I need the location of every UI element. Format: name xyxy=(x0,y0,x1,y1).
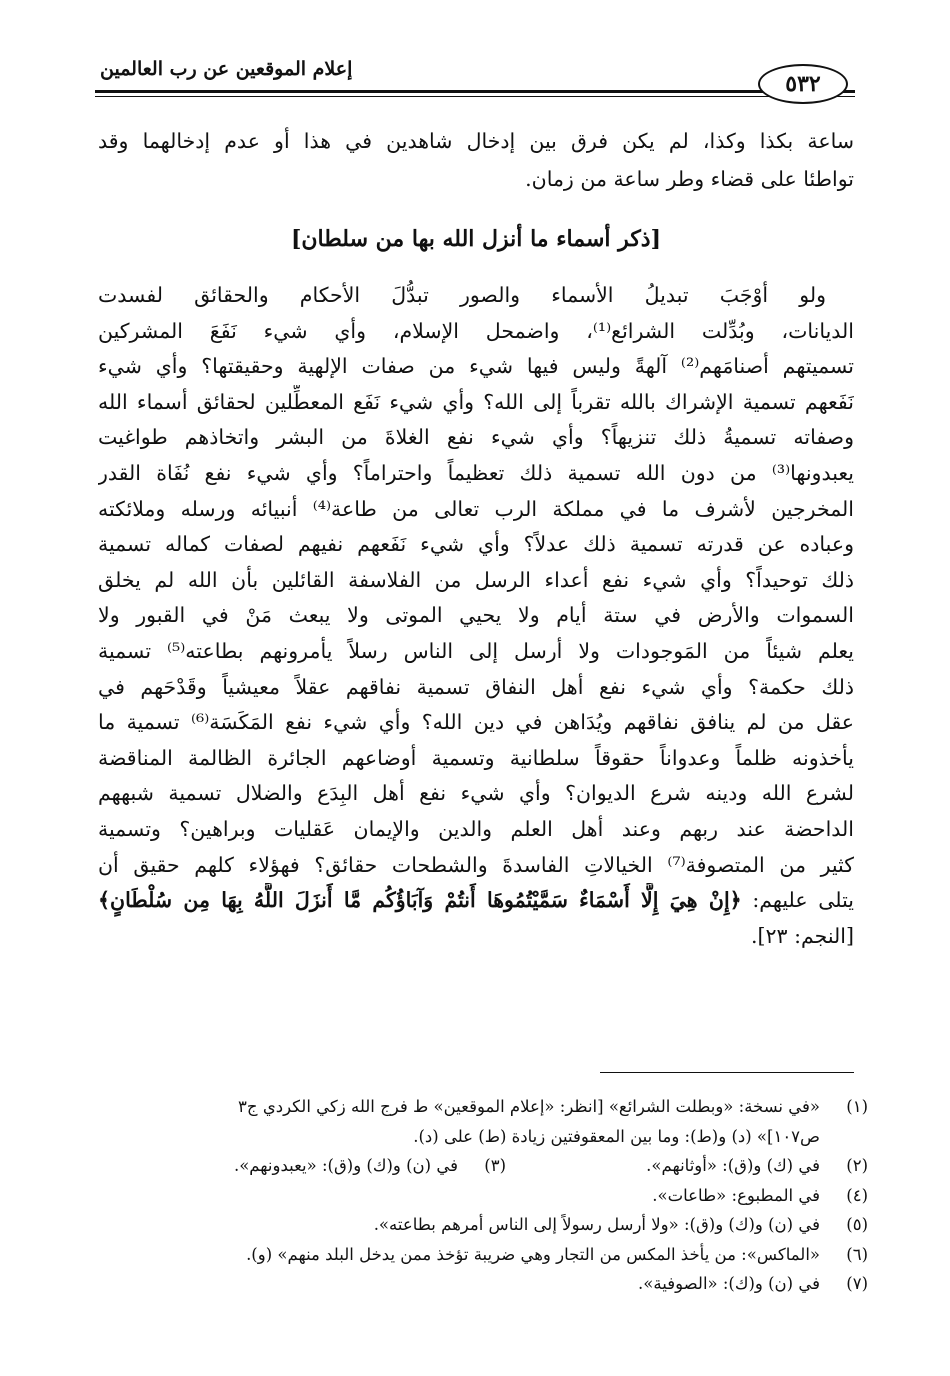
footnote-number: (١) xyxy=(846,1097,868,1116)
verse-prefix: يتلى عليهم: xyxy=(752,888,854,913)
text-line: ولو أوْجَبَ تبديلُ الأسماء والصور تبدُّلَ الأحكام والحقائق لفسدت xyxy=(98,283,826,307)
text-line: الديانات، وبُدِّلت الشرائع⁽¹⁾، واضمحل الإسلام، وأي شيء نَفَعَ المشركين xyxy=(98,318,854,343)
footnote-5 xyxy=(98,1210,868,1240)
intro-paragraph xyxy=(98,122,854,198)
footnote-text: في (ن) و(ك): «الصوفية». xyxy=(638,1274,820,1293)
footnote-row-2-3 xyxy=(98,1151,868,1181)
page-number-oval xyxy=(758,64,848,104)
text-line: نَفَعهم تسمية الإشراك بالله تقرباً إلى الله؟ وأي شيء نَفَع المعطِّلين لحقائق أسماء الله xyxy=(98,389,854,414)
footnote-1 xyxy=(98,1092,868,1151)
footnote-number: (٥) xyxy=(846,1215,868,1234)
footnote-number: (٤) xyxy=(846,1185,868,1205)
running-header-title: إعلام الموقعين عن رب العالمين xyxy=(100,58,353,80)
footnote-4 xyxy=(98,1181,868,1211)
footnote-number: (٢) xyxy=(846,1156,868,1175)
text-line: تواطئا على قضاء وطر ساعة من زمان. xyxy=(525,167,854,191)
footnote-number: (٣) xyxy=(484,1156,506,1175)
main-paragraph xyxy=(98,278,854,954)
footnote-separator xyxy=(600,1072,854,1073)
text-line: ذلك توحيداً؟ وأي شيء نفع أعداء الرسل من الفلاسفة القائلين بأن الله لم يخلق xyxy=(98,567,854,592)
quran-verse: ﴿إِنْ هِيَ إِلَّا أَسْمَاءٌ سَمَّيْتُمُوهَا أَنتُمْ وَآبَاؤُكُم مَّا أَنزَلَ اللَّهُ بِهَا مِن سُلْطَانٍ﴾ xyxy=(98,888,742,913)
text-line: يعلم شيئاً من المَوجودات ولا أرسل إلى الناس رسلاً يأمرونهم بطاعته⁽⁵⁾ تسمية xyxy=(98,638,854,663)
section-heading: [ذكر أسماء ما أنزل الله بها من سلطان] xyxy=(290,226,661,252)
verse-line xyxy=(98,883,854,919)
text-line: عقل من لم ينافق نفاقهم ويُدَاهن في دين الله؟ وأي شيء نفع المَكَسَة⁽⁶⁾ تسمية ما xyxy=(98,710,854,735)
footnote-text: في المطبوع: «طاعات». xyxy=(652,1185,820,1205)
footnotes xyxy=(98,1092,868,1299)
footnote-text: في (ن) و(ك) و(ق): «ولا أرسل رسولاً إلى الناس أمرهم بطاعته». xyxy=(373,1215,820,1234)
text-line: الداحضة عند ربهم وعند أهل العلم والدين والإيمان عَقليات وبراهين؟ وتسمية xyxy=(98,816,854,841)
header-rule-thick xyxy=(95,90,855,93)
text-line: المخرجين لأشرف ما في مملكة الرب تعالى من طاعة⁽⁴⁾ أنبيائه ورسله وملائكته xyxy=(98,496,854,521)
text-line: وعباده عن قدرته تسمية ذلك عدلاً؟ وأي شيء نَفَعهم نفيهم لصفات كماله تسمية xyxy=(98,532,854,557)
footnote-text: في (ن) و(ك) و(ق): «يعبدونهم». xyxy=(233,1156,458,1175)
verse-citation: [النجم: ٢٣]. xyxy=(751,923,854,948)
text-line: تسميتهم أصنامَهم⁽²⁾ آلهةً وليس فيها شيء من صفات الإلهية وحقيقتها؟ وأي شيء xyxy=(98,354,854,379)
text-line: ساعة بكذا وكذا، لم يكن فرق بين إدخال شاهدين في هذا أو عدم إدخالهما وقد xyxy=(98,129,854,153)
footnote-7 xyxy=(98,1269,868,1299)
header-rule-thin xyxy=(95,96,855,97)
text-line: كثير من المتصوفة⁽⁷⁾ الخيالاتِ الفاسدةَ والشطحات حقائق؟ فهؤلاء كلهم حقيق أن xyxy=(98,852,854,877)
footnote-text-continued: ص١٠٧]» (د) و(ط): وما بين المعقوفتين زيادة (ط) على (د). xyxy=(413,1126,820,1146)
footnote-number: (٦) xyxy=(846,1244,868,1264)
text-line: يعبدونها⁽³⁾ من دون الله تسمية ذلك تعظيماً واحتراماً؟ وأي شيء نفع نُفَاة القدر xyxy=(98,460,854,485)
page-number: ٥٣٢ xyxy=(785,71,821,97)
text-line: السموات والأرض في ستة أيام ولا يحيي الموتى ولا يبعث مَنْ في القبور ولا xyxy=(98,603,854,628)
text-line: وصفاته تسميةُ ذلك تنزيهاً؟ وأي شيء نفع الغلاةَ من البشر واتخاذهم طواغيت xyxy=(98,425,854,450)
footnote-6 xyxy=(98,1240,868,1270)
text-line: ذلك حكمة؟ وأي شيء نفع أهل النفاق تسمية نفاقهم عقلاً معيشياً وقَدْحَهم في xyxy=(98,674,854,699)
text-line: يأخذونه ظلماً وعدواناً حقوقاً سلطانية وتسمية أوضاعهم الجائرة الظالمة المناقضة xyxy=(98,745,854,770)
footnote-text: «في نسخة: «وبطلت الشرائع» [انظر: «إعلام الموقعين» ط فرج الله زكي الكردي ج٣ xyxy=(238,1097,820,1116)
footnote-number: (٧) xyxy=(846,1274,868,1293)
footnote-text: «الماكس»: من يأخذ المكس من التجار وهي ضريبة تؤخذ ممن يدخل البلد منهم» (و). xyxy=(246,1244,820,1264)
text-line: لشرع الله ودينه شرع الديوان؟ وأي شيء نفع أهل البِدَع والضلال تسمية شبههم xyxy=(98,781,854,806)
footnote-text: في (ك) و(ق): «أوثانهم». xyxy=(646,1156,820,1175)
